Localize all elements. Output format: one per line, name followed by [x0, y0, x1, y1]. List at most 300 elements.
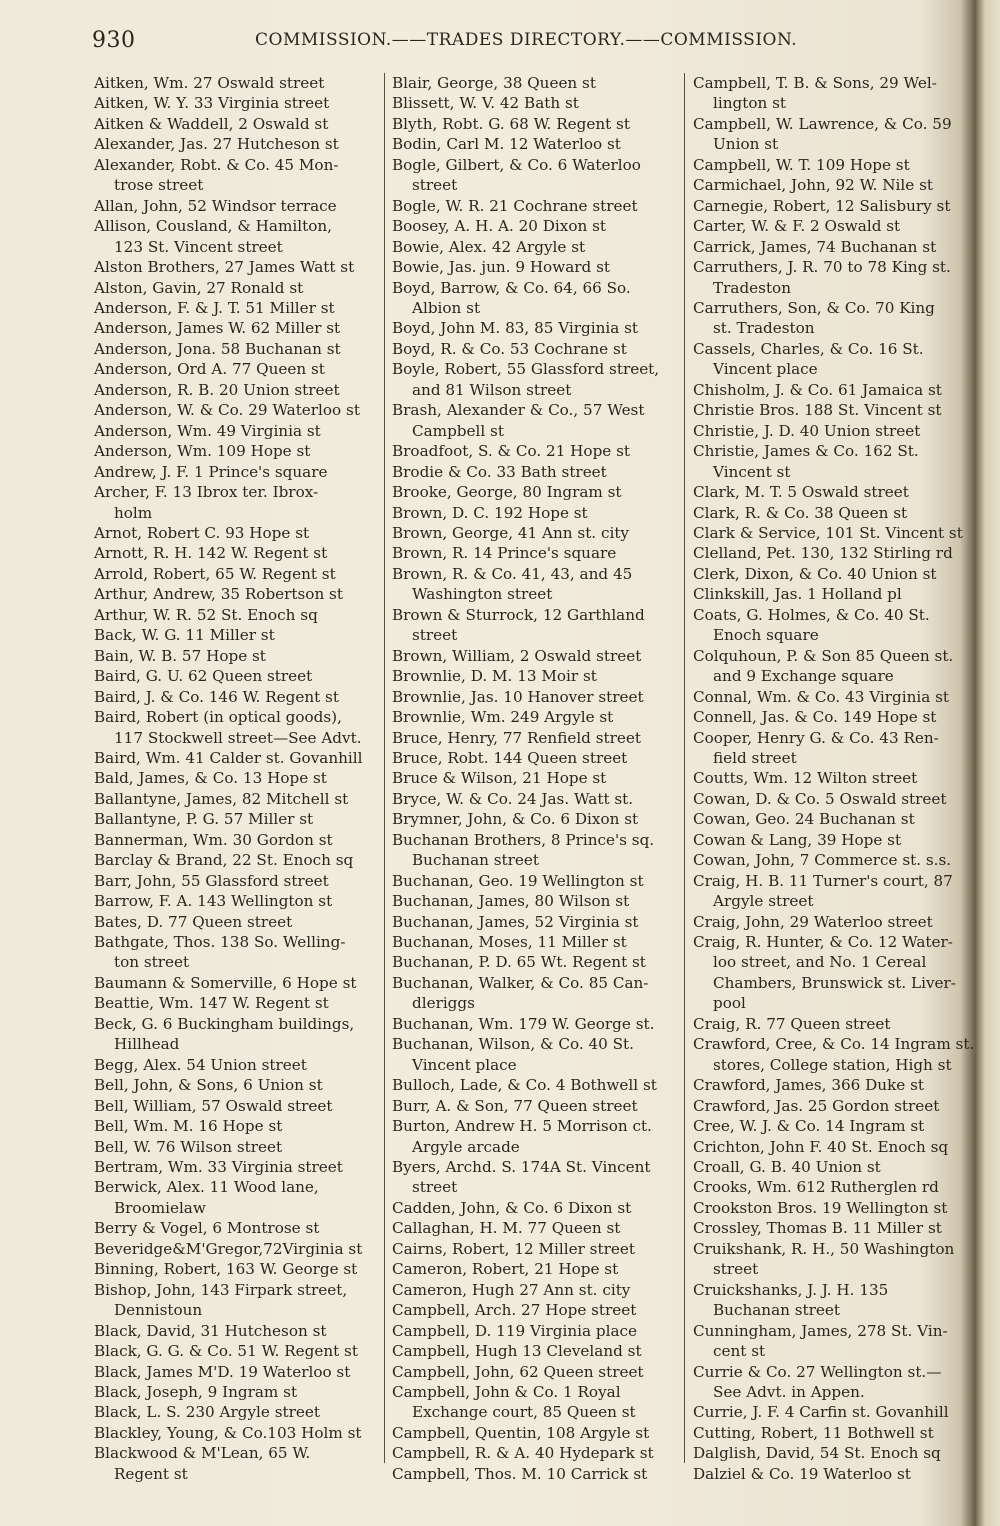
directory-entry: [392, 564, 678, 605]
directory-entry: [693, 912, 971, 932]
directory-entry: [693, 1280, 971, 1321]
directory-entry: [94, 1096, 376, 1116]
directory-entry: [392, 1157, 678, 1198]
directory-entry: [392, 1423, 678, 1443]
entry-line: Begg, Alex. 54 Union street: [94, 1055, 307, 1074]
entry-line: Clark, M. T. 5 Oswald street: [693, 483, 909, 502]
entry-line: Chisholm, J. & Co. 61 Jamaica st: [693, 380, 942, 399]
entry-line: Bodin, Carl M. 12 Waterloo st: [392, 135, 621, 154]
directory-entry: [392, 523, 678, 543]
entry-continuation: trose street: [114, 176, 204, 195]
directory-entry: [392, 543, 678, 563]
directory-entry: [693, 564, 971, 584]
directory-entry: [94, 666, 376, 686]
directory-entry: [392, 1239, 678, 1259]
entry-line: Clark & Service, 101 St. Vincent st: [693, 523, 963, 542]
entry-line: Campbell, John, 62 Queen street: [392, 1362, 644, 1381]
entry-continuation: cent st: [713, 1342, 766, 1361]
directory-entry: [392, 1259, 678, 1279]
directory-entry: [693, 830, 971, 850]
directory-entry: [392, 73, 678, 93]
directory-entry: [392, 155, 678, 196]
directory-entry: [392, 1280, 678, 1300]
directory-entry: [392, 359, 678, 400]
directory-entry: [392, 871, 678, 891]
directory-entry: [392, 257, 678, 277]
directory-column-1: [94, 73, 376, 1484]
entry-line: Cameron, Hugh 27 Ann st. city: [392, 1280, 631, 1299]
directory-entry: [94, 73, 376, 93]
entry-line: Buchanan, Moses, 11 Miller st: [392, 933, 627, 952]
directory-entry: [94, 564, 376, 584]
entry-line: Bell, Wm. M. 16 Hope st: [94, 1117, 283, 1136]
directory-entry: [94, 830, 376, 850]
entry-line: Crichton, John F. 40 St. Enoch sq: [693, 1137, 949, 1156]
directory-entry: [94, 707, 376, 748]
entry-line: Barrow, F. A. 143 Wellington st: [94, 892, 333, 911]
entry-line: Cree, W. J. & Co. 14 Ingram st: [693, 1117, 925, 1136]
directory-entry: [94, 1218, 376, 1238]
directory-entry: [693, 1321, 971, 1362]
directory-entry: [94, 809, 376, 829]
entry-line: Campbell, W. Lawrence, & Co. 59: [693, 114, 952, 133]
entry-line: Blyth, Robt. G. 68 W. Regent st: [392, 114, 630, 133]
directory-entry: [392, 830, 678, 871]
entry-line: Bell, John, & Sons, 6 Union st: [94, 1076, 323, 1095]
entry-continuation: Hillhead: [114, 1035, 180, 1054]
directory-entry: [94, 1362, 376, 1382]
entry-line: Buchanan, Wm. 179 W. George st.: [392, 1014, 655, 1033]
directory-entry: [94, 1014, 376, 1055]
directory-entry: [693, 73, 971, 114]
entry-line: Alston Brothers, 27 James Watt st: [94, 258, 355, 277]
entry-line: Crawford, Jas. 25 Gordon street: [693, 1096, 940, 1115]
entry-line: Bowie, Jas. jun. 9 Howard st: [392, 258, 610, 277]
entry-line: Baird, J. & Co. 146 W. Regent st: [94, 687, 339, 706]
entry-continuation: Tradeston: [713, 278, 791, 297]
entry-line: Campbell, John & Co. 1 Royal: [392, 1383, 621, 1401]
entry-line: Anderson, James W. 62 Miller st: [94, 319, 341, 338]
entry-line: Binning, Robert, 163 W. George st: [94, 1260, 358, 1279]
entry-line: Bates, D. 77 Queen street: [94, 912, 293, 931]
directory-entry: [693, 1198, 971, 1218]
entry-line: Anderson, Ord A. 77 Queen st: [94, 360, 325, 379]
entry-line: Coats, G. Holmes, & Co. 40 St.: [693, 605, 930, 624]
entry-line: Alexander, Jas. 27 Hutcheson st: [94, 135, 339, 154]
entry-line: Clerk, Dixon, & Co. 40 Union st: [693, 564, 937, 583]
directory-entry: [392, 932, 678, 952]
entry-line: Crookston Bros. 19 Wellington st: [693, 1198, 948, 1217]
entry-line: Brownlie, D. M. 13 Moir st: [392, 667, 597, 686]
entry-line: Croall, G. B. 40 Union st: [693, 1158, 881, 1177]
directory-entry: [94, 441, 376, 461]
directory-entry: [693, 1423, 971, 1443]
entry-line: Carmichael, John, 92 W. Nile st: [693, 176, 933, 195]
entry-line: Christie, J. D. 40 Union street: [693, 421, 921, 440]
directory-entry: [693, 1464, 971, 1484]
entry-line: Beveridge&M'Gregor,72Virginia st: [94, 1239, 363, 1258]
directory-entry: [94, 1075, 376, 1095]
entry-line: Cowan, John, 7 Commerce st. s.s.: [693, 851, 952, 870]
entry-continuation: holm: [114, 503, 153, 522]
directory-entry: [94, 932, 376, 973]
entry-continuation: stores, College station, High st: [713, 1055, 952, 1074]
entry-line: Cruickshanks, J. J. H. 135: [693, 1280, 889, 1299]
entry-line: Boyd, Barrow, & Co. 64, 66 So.: [392, 278, 631, 297]
directory-entry: [94, 1443, 376, 1484]
entry-line: Brooke, George, 80 Ingram st: [392, 483, 622, 502]
directory-entry: [94, 482, 376, 523]
entry-line: Aitken, W. Y. 33 Virginia street: [94, 94, 330, 113]
directory-entry: [94, 339, 376, 359]
entry-line: Bald, James, & Co. 13 Hope st: [94, 769, 327, 788]
entry-line: Anderson, Wm. 49 Virginia st: [94, 421, 321, 440]
directory-entry: [693, 1239, 971, 1280]
directory-entry: [392, 1300, 678, 1320]
directory-entry: [392, 400, 678, 441]
entry-line: Currie & Co. 27 Wellington st.—: [693, 1362, 942, 1381]
entry-line: Cunningham, James, 278 St. Vin-: [693, 1321, 948, 1340]
directory-entry: [392, 666, 678, 686]
entry-line: Craig, H. B. 11 Turner's court, 87: [693, 871, 953, 890]
directory-entry: [392, 973, 678, 1014]
directory-entry: [94, 257, 376, 277]
entry-continuation: Exchange court, 85 Queen st: [412, 1403, 636, 1422]
directory-entry: [94, 768, 376, 788]
entry-line: Arthur, W. R. 52 St. Enoch sq: [94, 605, 318, 624]
directory-entry: [94, 114, 376, 134]
directory-entry: [392, 1198, 678, 1218]
directory-entry: [693, 1157, 971, 1177]
entry-continuation: Argyle street: [713, 892, 814, 911]
entry-line: Brownlie, Jas. 10 Hanover street: [392, 687, 644, 706]
directory-entry: [693, 1075, 971, 1095]
directory-entry: [392, 605, 678, 646]
directory-entry: [94, 216, 376, 257]
directory-entry: [693, 523, 971, 543]
directory-entry: [392, 462, 678, 482]
entry-line: Buchanan, Walker, & Co. 85 Can-: [392, 973, 649, 992]
entry-continuation: street: [412, 1178, 458, 1197]
entry-line: Anderson, R. B. 20 Union street: [94, 380, 340, 399]
directory-entry: [94, 134, 376, 154]
directory-entry: [94, 462, 376, 482]
directory-entry: [693, 421, 971, 441]
entry-line: Crooks, Wm. 612 Rutherglen rd: [693, 1178, 939, 1197]
directory-entry: [94, 155, 376, 196]
directory-entry: [392, 339, 678, 359]
entry-line: Buchanan Brothers, 8 Prince's sq.: [392, 830, 655, 849]
directory-entry: [392, 912, 678, 932]
directory-entry: [693, 216, 971, 236]
directory-entry: [392, 93, 678, 113]
directory-entry: [693, 1116, 971, 1136]
entry-line: Campbell, Hugh 13 Cleveland st: [392, 1342, 642, 1361]
entry-line: Broadfoot, S. & Co. 21 Hope st: [392, 442, 631, 461]
entry-line: Connal, Wm. & Co. 43 Virginia st: [693, 687, 950, 706]
column-divider: [384, 73, 385, 1463]
directory-entry: [693, 503, 971, 523]
entry-continuation: and 9 Exchange square: [713, 667, 894, 686]
entry-continuation: loo street, and No. 1 Cereal: [713, 953, 927, 972]
directory-entry: [94, 973, 376, 993]
directory-entry: [693, 687, 971, 707]
directory-entry: [693, 380, 971, 400]
entry-line: Brymner, John, & Co. 6 Dixon st: [392, 810, 639, 829]
directory-entry: [693, 850, 971, 870]
directory-entry: [693, 1177, 971, 1197]
entry-line: Bruce, Robt. 144 Queen street: [392, 748, 628, 767]
directory-entry: [693, 871, 971, 912]
entry-line: Blissett, W. V. 42 Bath st: [392, 94, 579, 113]
directory-entry: [392, 891, 678, 911]
entry-line: Brash, Alexander & Co., 57 West: [392, 401, 645, 420]
directory-entry: [392, 237, 678, 257]
column-divider: [684, 73, 685, 1463]
entry-line: Brown & Sturrock, 12 Garthland: [392, 605, 645, 624]
directory-entry: [693, 155, 971, 175]
directory-entry: [693, 1443, 971, 1463]
entry-line: Arnot, Robert C. 93 Hope st: [94, 523, 310, 542]
entry-continuation: and 81 Wilson street: [412, 380, 572, 399]
entry-continuation: Regent st: [114, 1464, 188, 1483]
entry-line: Black, L. S. 230 Argyle street: [94, 1403, 320, 1422]
entry-line: Black, David, 31 Hutcheson st: [94, 1321, 327, 1340]
entry-line: Cassels, Charles, & Co. 16 St.: [693, 339, 924, 358]
directory-entry: [392, 1034, 678, 1075]
directory-entry: [94, 1423, 376, 1443]
entry-continuation: st. Tradeston: [713, 319, 815, 338]
entry-continuation: dleriggs: [412, 994, 475, 1013]
directory-entry: [94, 584, 376, 604]
entry-line: Anderson, F. & J. T. 51 Miller st: [94, 298, 335, 317]
entry-line: Bathgate, Thos. 138 So. Welling-: [94, 933, 346, 952]
entry-line: Alston, Gavin, 27 Ronald st: [94, 278, 304, 297]
directory-entry: [94, 748, 376, 768]
entry-line: Bowie, Alex. 42 Argyle st: [392, 237, 586, 256]
entry-line: Dalglish, David, 54 St. Enoch sq: [693, 1444, 941, 1463]
directory-entry: [693, 728, 971, 769]
entry-line: Buchanan, Geo. 19 Wellington st: [392, 871, 644, 890]
entry-line: Buchanan, James, 80 Wilson st: [392, 892, 630, 911]
directory-entry: [392, 748, 678, 768]
entry-line: Campbell, R. & A. 40 Hydepark st: [392, 1444, 654, 1463]
directory-entry: [693, 175, 971, 195]
entry-continuation: street: [412, 176, 458, 195]
entry-line: Campbell, W. T. 109 Hope st: [693, 155, 910, 174]
entry-line: Bell, W. 76 Wilson street: [94, 1137, 283, 1156]
directory-column-3: [693, 73, 975, 1484]
entry-line: Cairns, Robert, 12 Miller street: [392, 1239, 635, 1258]
directory-entry: [392, 952, 678, 972]
entry-line: Anderson, W. & Co. 29 Waterloo st: [94, 401, 360, 420]
directory-entry: [94, 1402, 376, 1422]
entry-line: Cameron, Robert, 21 Hope st: [392, 1260, 619, 1279]
directory-entry: [693, 257, 971, 298]
entry-line: Blair, George, 38 Queen st: [392, 74, 596, 92]
entry-line: Craig, John, 29 Waterloo street: [693, 912, 933, 931]
directory-entry: [392, 768, 678, 788]
entry-line: Berwick, Alex. 11 Wood lane,: [94, 1178, 319, 1197]
directory-entry: [392, 687, 678, 707]
entry-line: Boyd, John M. 83, 85 Virginia st: [392, 319, 639, 338]
entry-line: Black, James M'D. 19 Waterloo st: [94, 1362, 351, 1381]
entry-line: Buchanan, Wilson, & Co. 40 St.: [392, 1035, 634, 1054]
entry-line: Allison, Cousland, & Hamilton,: [94, 217, 332, 236]
entry-continuation: Vincent st: [713, 462, 791, 481]
entry-line: Cowan, Geo. 24 Buchanan st: [693, 810, 915, 829]
entry-continuation: 123 St. Vincent street: [114, 237, 283, 256]
directory-entry: [693, 441, 971, 482]
entry-line: Bryce, W. & Co. 24 Jas. Watt st.: [392, 789, 634, 808]
directory-entry: [94, 380, 376, 400]
entry-continuation: Chambers, Brunswick st. Liver-: [713, 973, 956, 992]
entry-line: Blackwood & M'Lean, 65 W.: [94, 1444, 311, 1463]
directory-entry: [392, 216, 678, 236]
entry-continuation: street: [713, 1260, 759, 1279]
directory-entry: [392, 1382, 678, 1423]
entry-continuation: Vincent place: [713, 360, 818, 379]
entry-line: Alexander, Robt. & Co. 45 Mon-: [94, 155, 339, 174]
directory-entry: [94, 871, 376, 891]
entry-line: Campbell, Arch. 27 Hope street: [392, 1301, 637, 1320]
entry-line: Burton, Andrew H. 5 Morrison ct.: [392, 1117, 652, 1136]
directory-entry: [693, 1362, 971, 1403]
directory-entry: [392, 1341, 678, 1361]
entry-line: Barr, John, 55 Glassford street: [94, 871, 329, 890]
directory-entry: [94, 646, 376, 666]
entry-continuation: 117 Stockwell street—See Advt.: [114, 728, 362, 747]
directory-entry: [392, 134, 678, 154]
entry-line: Cadden, John, & Co. 6 Dixon st: [392, 1198, 632, 1217]
directory-entry: [392, 1096, 678, 1116]
directory-entry: [693, 196, 971, 216]
entry-line: Clelland, Pet. 130, 132 Stirling rd: [693, 544, 953, 563]
entry-line: Dalziel & Co. 19 Waterloo st: [693, 1464, 911, 1483]
directory-entry: [693, 605, 971, 646]
entry-continuation: street: [412, 626, 458, 645]
entry-line: Burr, A. & Son, 77 Queen street: [392, 1096, 638, 1115]
entry-line: Colquhoun, P. & Son 85 Queen st.: [693, 646, 954, 665]
entry-line: Crawford, Cree, & Co. 14 Ingram st.: [693, 1035, 975, 1054]
entry-continuation: Enoch square: [713, 626, 819, 645]
entry-line: Boyd, R. & Co. 53 Cochrane st: [392, 339, 627, 358]
entry-line: Bishop, John, 143 Firpark street,: [94, 1280, 348, 1299]
entry-continuation: pool: [713, 994, 746, 1013]
entry-continuation: Dennistoun: [114, 1301, 203, 1320]
directory-entry: [94, 523, 376, 543]
entry-line: Brown, R. & Co. 41, 43, and 45: [392, 564, 633, 583]
entry-line: Connell, Jas. & Co. 149 Hope st: [693, 708, 937, 727]
directory-entry: [94, 1137, 376, 1157]
directory-entry: [693, 932, 971, 1014]
directory-entry: [693, 339, 971, 380]
directory-entry: [693, 646, 971, 687]
entry-line: Black, G. G. & Co. 51 W. Regent st: [94, 1342, 358, 1361]
entry-line: Campbell, D. 119 Virginia place: [392, 1321, 638, 1340]
entry-line: Currie, J. F. 4 Carfin st. Govanhill: [693, 1403, 949, 1422]
directory-entry: [392, 1321, 678, 1341]
directory-entry: [392, 728, 678, 748]
entry-line: Buchanan, P. D. 65 Wt. Regent st: [392, 953, 646, 972]
page-number: 930: [92, 28, 136, 53]
directory-entry: [94, 993, 376, 1013]
directory-entry: [94, 1157, 376, 1177]
directory-entry: [693, 1096, 971, 1116]
directory-entry: [94, 359, 376, 379]
entry-continuation: Argyle arcade: [412, 1137, 520, 1156]
entry-continuation: Albion st: [412, 298, 481, 317]
directory-entry: [94, 1321, 376, 1341]
entry-continuation: field street: [713, 748, 797, 767]
entry-line: Cowan & Lang, 39 Hope st: [693, 830, 902, 849]
entry-line: Beck, G. 6 Buckingham buildings,: [94, 1014, 355, 1033]
entry-line: Brodie & Co. 33 Bath street: [392, 462, 607, 481]
directory-entry: [392, 1464, 678, 1484]
directory-entry: [94, 1382, 376, 1402]
directory-entry: [94, 400, 376, 420]
directory-entry: [94, 93, 376, 113]
directory-entry: [94, 625, 376, 645]
entry-line: Crawford, James, 366 Duke st: [693, 1076, 925, 1095]
entry-line: Allan, John, 52 Windsor terrace: [94, 196, 337, 215]
entry-line: Archer, F. 13 Ibrox ter. Ibrox-: [94, 483, 319, 502]
entry-line: Boyle, Robert, 55 Glassford street,: [392, 360, 660, 379]
entry-line: Brown, William, 2 Oswald street: [392, 646, 642, 665]
entry-line: Arthur, Andrew, 35 Robertson st: [94, 585, 343, 604]
entry-line: Christie, James & Co. 162 St.: [693, 442, 919, 461]
entry-line: Crossley, Thomas B. 11 Miller st: [693, 1219, 942, 1238]
directory-entry: [94, 1259, 376, 1279]
directory-entry: [392, 1218, 678, 1238]
directory-entry: [392, 809, 678, 829]
entry-line: Back, W. G. 11 Miller st: [94, 626, 275, 645]
entry-line: Craig, R. 77 Queen street: [693, 1014, 891, 1033]
directory-entry: [693, 1402, 971, 1422]
directory-entry: [94, 196, 376, 216]
entry-line: Cooper, Henry G. & Co. 43 Ren-: [693, 728, 939, 747]
directory-entry: [94, 1239, 376, 1259]
entry-line: Carter, W. & F. 2 Oswald st: [693, 217, 901, 236]
entry-line: Arrold, Robert, 65 W. Regent st: [94, 564, 336, 583]
directory-entry: [392, 503, 678, 523]
directory-entry: [693, 298, 971, 339]
directory-entry: [94, 1177, 376, 1218]
directory-entry: [392, 441, 678, 461]
entry-continuation: Vincent place: [412, 1055, 517, 1074]
entry-continuation: ton street: [114, 953, 190, 972]
entry-continuation: Buchanan street: [412, 851, 539, 870]
entry-line: Andrew, J. F. 1 Prince's square: [94, 462, 328, 481]
entry-line: Brown, D. C. 192 Hope st: [392, 503, 588, 522]
entry-continuation: Campbell st: [412, 421, 504, 440]
directory-entry: [392, 196, 678, 216]
directory-entry: [94, 278, 376, 298]
entry-line: Clinkskill, Jas. 1 Holland pl: [693, 585, 902, 604]
directory-entry: [94, 1055, 376, 1075]
directory-entry: [392, 789, 678, 809]
entry-line: Baumann & Somerville, 6 Hope st: [94, 973, 357, 992]
entry-line: Carrick, James, 74 Buchanan st: [693, 237, 937, 256]
entry-continuation: lington st: [713, 94, 786, 113]
entry-line: Ballantyne, James, 82 Mitchell st: [94, 789, 349, 808]
directory-entry: [94, 687, 376, 707]
entry-line: Buchanan, James, 52 Virginia st: [392, 912, 639, 931]
directory-entry: [693, 1014, 971, 1034]
directory-entry: [693, 789, 971, 809]
directory-entry: [94, 298, 376, 318]
entry-line: Carnegie, Robert, 12 Salisbury st: [693, 196, 951, 215]
